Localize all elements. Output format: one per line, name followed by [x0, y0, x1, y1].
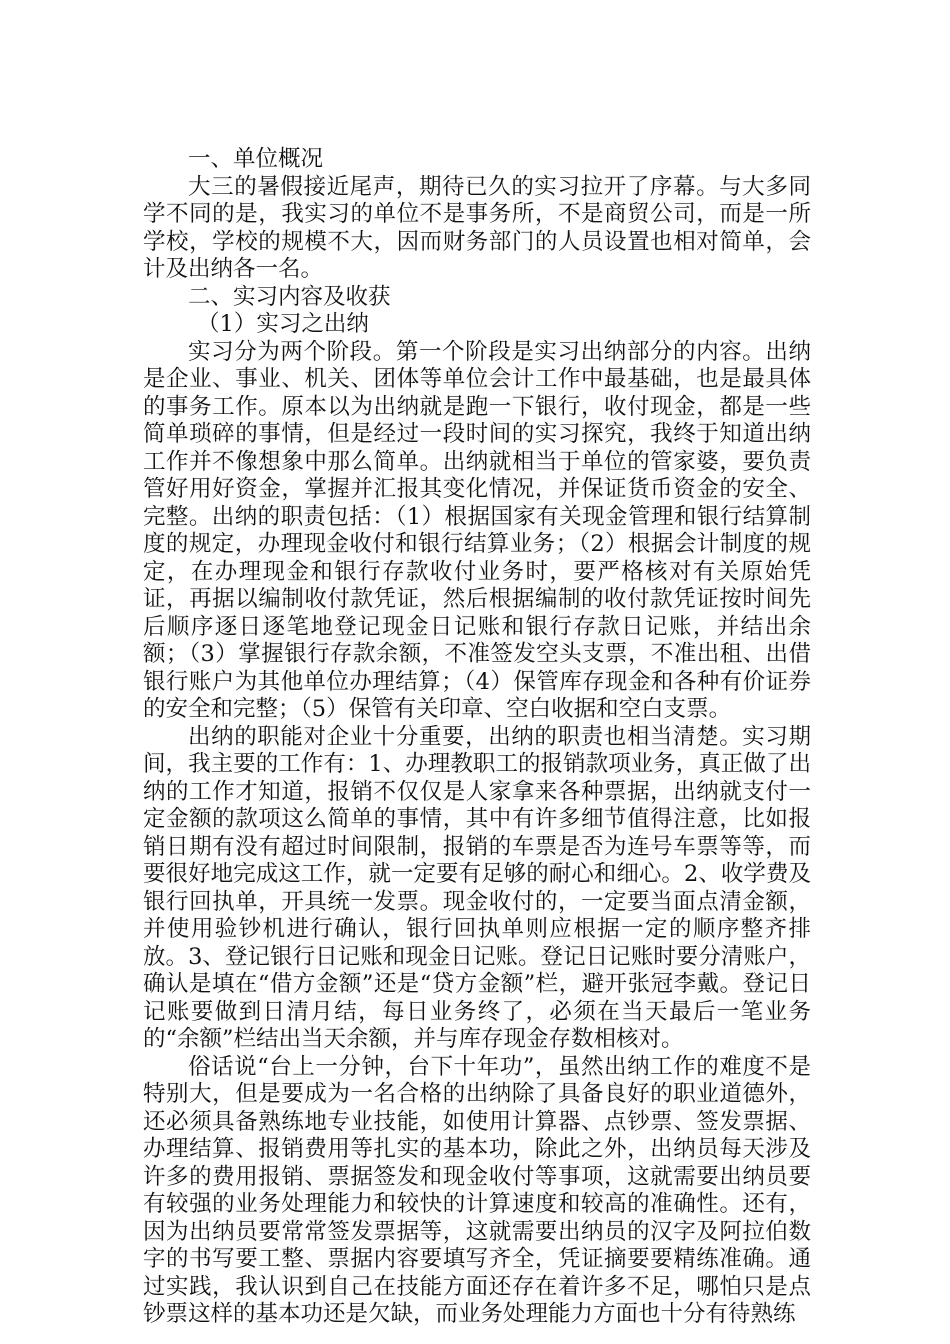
paragraph-cashier-duties: 实习分为两个阶段。第一个阶段是实习出纳部分的内容。出纳是企业、事业、机关、团体等单位会计工作中最基础，也是最具体的事务工作。原本以为出纳就是跑一下银行，收付现金，都是一些简单琐碎的事情，但是经过一段时间的实习探究，我终于知道出纳工作并不像想象中那么简单。出纳就相当于单位的管家婆，要负责管好用好资金，掌握并汇报其变化情况，并保证货币资金的安全、完整。出纳的职责包括：（1）根据国家有关现金管理和银行结算制度的规定，办理现金收付和银行结算业务；（2）根据会计制度的规定，在办理现金和银行存款收付业务时，要严格核对有关原始凭证，再据以编制收付款凭证，然后根据编制的收付款凭证按时间先后顺序逐日逐笔地登记现金日记账和银行存款日记账，并结出余额；（3）掌握银行存款余额，不准签发空头支票，不准出租、出借银行账户为其他单位办理结算；（4）保管库存现金和各种有价证券的安全和完整；（5）保管有关印章、空白收据和空白支票。 [143, 338, 811, 722]
section-heading-internship-content: 二、实习内容及收获 [188, 283, 391, 310]
paragraph-cashier-work: 出纳的职能对企业十分重要，出纳的职责也相当清楚。实习期间，我主要的工作有：1、办理教职工的报销款项业务，真正做了出纳的工作才知道，报销不仅仅是人家拿来各种票据，出纳就支付一定金额的款项这么简单的事情，其中有许多细节值得注意，比如报销日期有没有超过时间限制，报销的车票是否为连号车票等等，而要很好地完成这工作，就一定要有足够的耐心和细心。2、收学费及银行回执单，开具统一发票。现金收付的，一定要当面点清金额，并使用验钞机进行确认，银行回执单则应根据一定的顺序整齐排放。3、登记银行日记账和现金日记账。登记日记账时要分清账户，确认是填在“借方金额”还是“贷方金额”栏，避开张冠李戴。登记日记账要做到日清月结，每日业务终了，必须在当天最后一笔业务的“余额”栏结出当天余额，并与库存现金存数相核对。 [143, 723, 811, 1052]
section-heading-unit-overview: 一、单位概况 [188, 146, 324, 172]
paragraph-cashier-skills: 俗话说“台上一分钟，台下十年功”，虽然出纳工作的难度不是特别大，但是要成为一名合格的出纳除了具备良好的职业道德外，还必须具备熟练地专业技能，如使用计算器、点钞票、签发票据、办理结算、报销费用等扎实的基本功，除此之外，出纳员每天涉及许多的费用报销、票据签发和现金收付等事项，这就需要出纳员要有较强的业务处理能力和较快的计算速度和较高的准确性。还有，因为出纳员要常常签发票据等，这就需要出纳员的汉字及阿拉伯数字的书写要工整、票据内容要填写齐全，凭证摘要要精练准确。通过实践，我认识到自己在技能方面还存在着许多不足，哪怕只是点钞票这样的基本功还是欠缺，而业务处理能力方面也十分有待熟练 [143, 1053, 811, 1327]
document-body [143, 146, 811, 1329]
paragraph-unit-overview: 大三的暑假接近尾声，期待已久的实习拉开了序幕。与大多同学不同的是，我实习的单位不是事务所，不是商贸公司，而是一所学校，学校的规模不大，因而财务部门的人员设置也相对简单，会计及出纳各一名。 [143, 173, 811, 282]
subheading-cashier: （1）实习之出纳 [197, 311, 369, 337]
